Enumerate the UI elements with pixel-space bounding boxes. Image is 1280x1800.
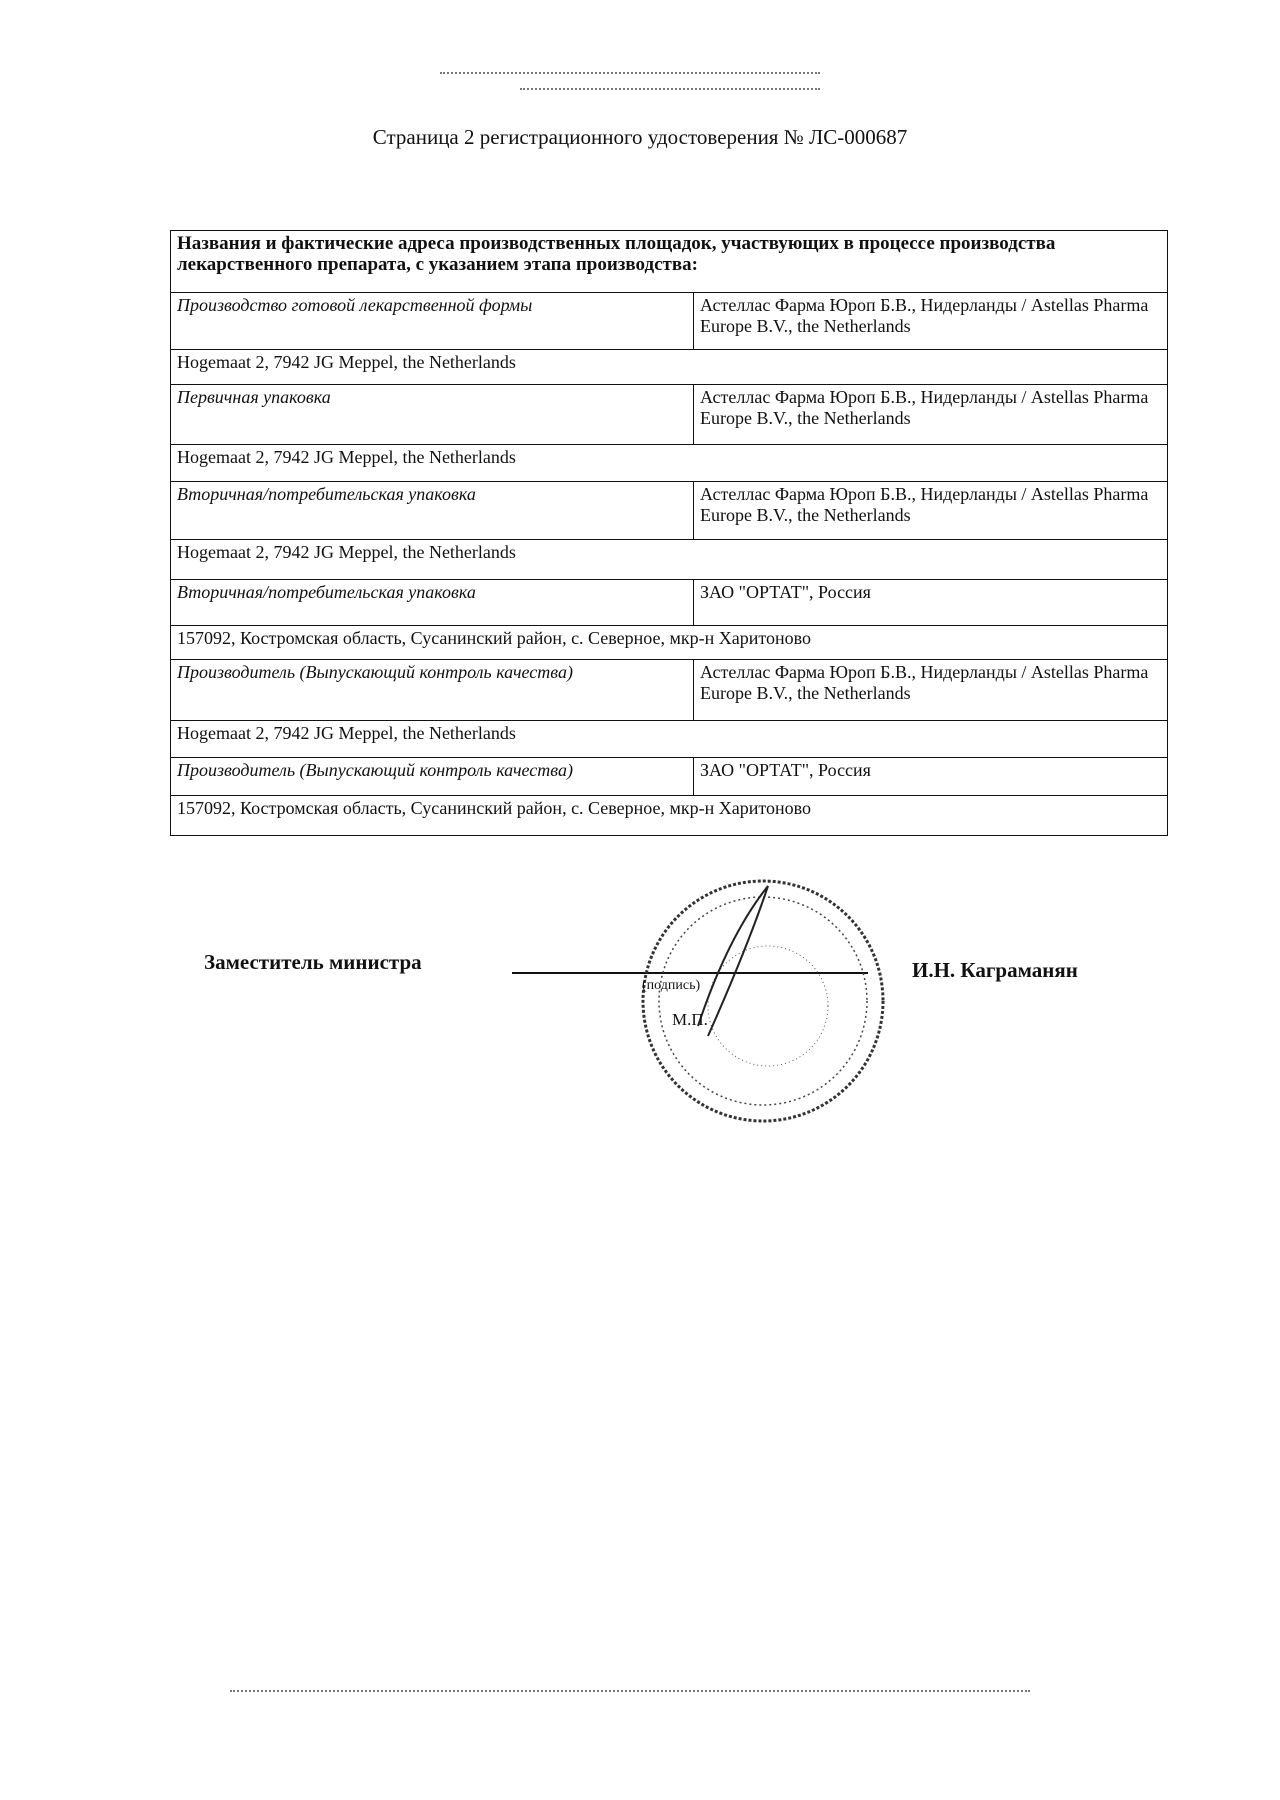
- page-title: Страница 2 регистрационного удостоверения № ЛС-000687: [372, 125, 908, 149]
- seal-caption: М.П.: [672, 1010, 708, 1029]
- company-cell: Астеллас Фарма Юроп Б.В., Нидерланды / Astellas Pharma Europe B.V., the Netherlands: [694, 293, 1168, 350]
- signatory-position: Заместитель министра: [204, 950, 422, 974]
- stage-cell: Вторичная/потребительская упаковка: [171, 580, 694, 626]
- company-cell: Астеллас Фарма Юроп Б.В., Нидерланды / Astellas Pharma Europe B.V., the Netherlands: [694, 660, 1168, 721]
- signatory-name: И.Н. Каграманян: [912, 958, 1078, 982]
- stage-cell: Производство готовой лекарственной формы: [171, 293, 694, 350]
- address-cell: Hogemaat 2, 7942 JG Meppel, the Netherlands: [171, 721, 1168, 758]
- address-cell: Hogemaat 2, 7942 JG Meppel, the Netherlands: [171, 540, 1168, 580]
- company-cell: ЗАО "ОРТАТ", Россия: [694, 758, 1168, 796]
- table-heading: Названия и фактические адреса производственных площадок, участвующих в процессе производства лекарственного препарата, с указанием этапа производства:: [171, 231, 1168, 293]
- stage-cell: Первичная упаковка: [171, 385, 694, 445]
- address-cell: Hogemaat 2, 7942 JG Meppel, the Netherlands: [171, 350, 1168, 385]
- address-cell: Hogemaat 2, 7942 JG Meppel, the Netherlands: [171, 445, 1168, 482]
- production-sites-table: [170, 230, 1168, 836]
- scan-noise: [520, 88, 820, 90]
- stage-cell: Производитель (Выпускающий контроль качества): [171, 660, 694, 721]
- company-cell: Астеллас Фарма Юроп Б.В., Нидерланды / Astellas Pharma Europe B.V., the Netherlands: [694, 385, 1168, 445]
- stage-cell: Производитель (Выпускающий контроль качества): [171, 758, 694, 796]
- stage-cell: Вторичная/потребительская упаковка: [171, 482, 694, 540]
- scan-noise: [440, 72, 820, 74]
- official-seal-icon: [638, 876, 888, 1126]
- signature-caption: (подпись): [642, 978, 701, 993]
- address-cell: 157092, Костромская область, Сусанинский район, с. Северное, мкр-н Харитоново: [171, 796, 1168, 836]
- scan-noise: [230, 1690, 1030, 1692]
- address-cell: 157092, Костромская область, Сусанинский район, с. Северное, мкр-н Харитоново: [171, 626, 1168, 660]
- company-cell: Астеллас Фарма Юроп Б.В., Нидерланды / Astellas Pharma Europe B.V., the Netherlands: [694, 482, 1168, 540]
- company-cell: ЗАО "ОРТАТ", Россия: [694, 580, 1168, 626]
